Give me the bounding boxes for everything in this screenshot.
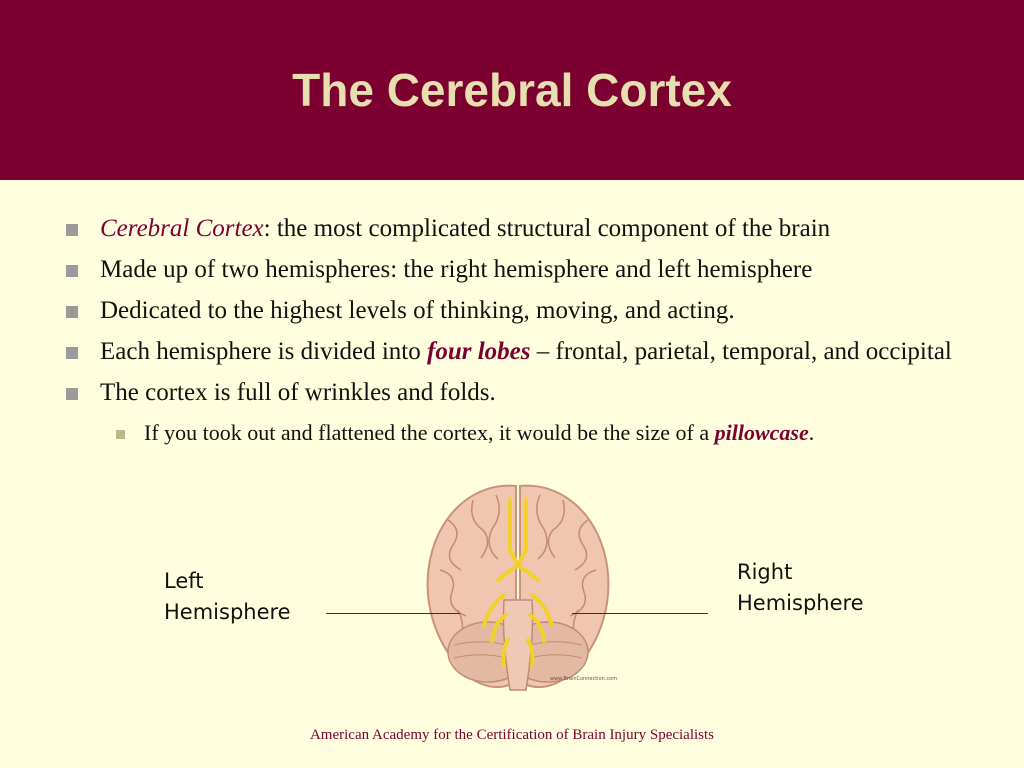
bullet-text: – frontal, parietal, temporal, and occipital	[530, 338, 952, 365]
brain-inferior-view-image	[418, 480, 618, 695]
bullet-item	[62, 253, 982, 286]
bullet-item	[62, 335, 982, 368]
bullet-item	[62, 212, 982, 245]
left-hemisphere-pointer-line	[326, 613, 460, 614]
sub-bullet-text: .	[808, 420, 815, 445]
square-bullet-icon	[66, 347, 78, 359]
bullet-emphasis: four lobes	[427, 338, 531, 365]
square-bullet-icon	[66, 265, 78, 277]
footer-text: American Academy for the Certification of Brain Injury Specialists	[309, 727, 715, 743]
bullet-emphasis: Cerebral Cortex	[100, 215, 264, 242]
square-bullet-icon	[116, 430, 125, 439]
slide-title: The Cerebral Cortex	[292, 64, 732, 116]
bullet-text: The cortex is full of wrinkles and folds.	[100, 379, 496, 406]
square-bullet-icon	[66, 388, 78, 400]
bullet-text: Each hemisphere is divided into	[100, 338, 428, 365]
right-hemisphere-label: Right Hemisphere	[737, 560, 864, 615]
sub-bullet-text: If you took out and flattened the cortex, it would be the size of a	[144, 420, 715, 445]
sub-bullet-item	[62, 417, 982, 449]
brainstem	[503, 600, 532, 690]
bullet-text: Dedicated to the highest levels of thinking, moving, and acting.	[100, 297, 735, 324]
image-credit-text: www.BrainConnection.com	[550, 676, 618, 682]
bullet-text: Made up of two hemispheres: the right hemisphere and left hemisphere	[100, 256, 813, 283]
left-hemisphere-label: Left Hemisphere	[164, 569, 291, 624]
square-bullet-icon	[66, 224, 78, 236]
bullet-item	[62, 294, 982, 327]
sub-bullet-emphasis: pillowcase	[714, 420, 809, 445]
bullet-list	[62, 212, 982, 449]
right-hemisphere-pointer-line	[572, 613, 708, 614]
bullet-item	[62, 376, 982, 409]
square-bullet-icon	[66, 306, 78, 318]
bullet-text: : the most complicated structural component of the brain	[263, 215, 831, 242]
